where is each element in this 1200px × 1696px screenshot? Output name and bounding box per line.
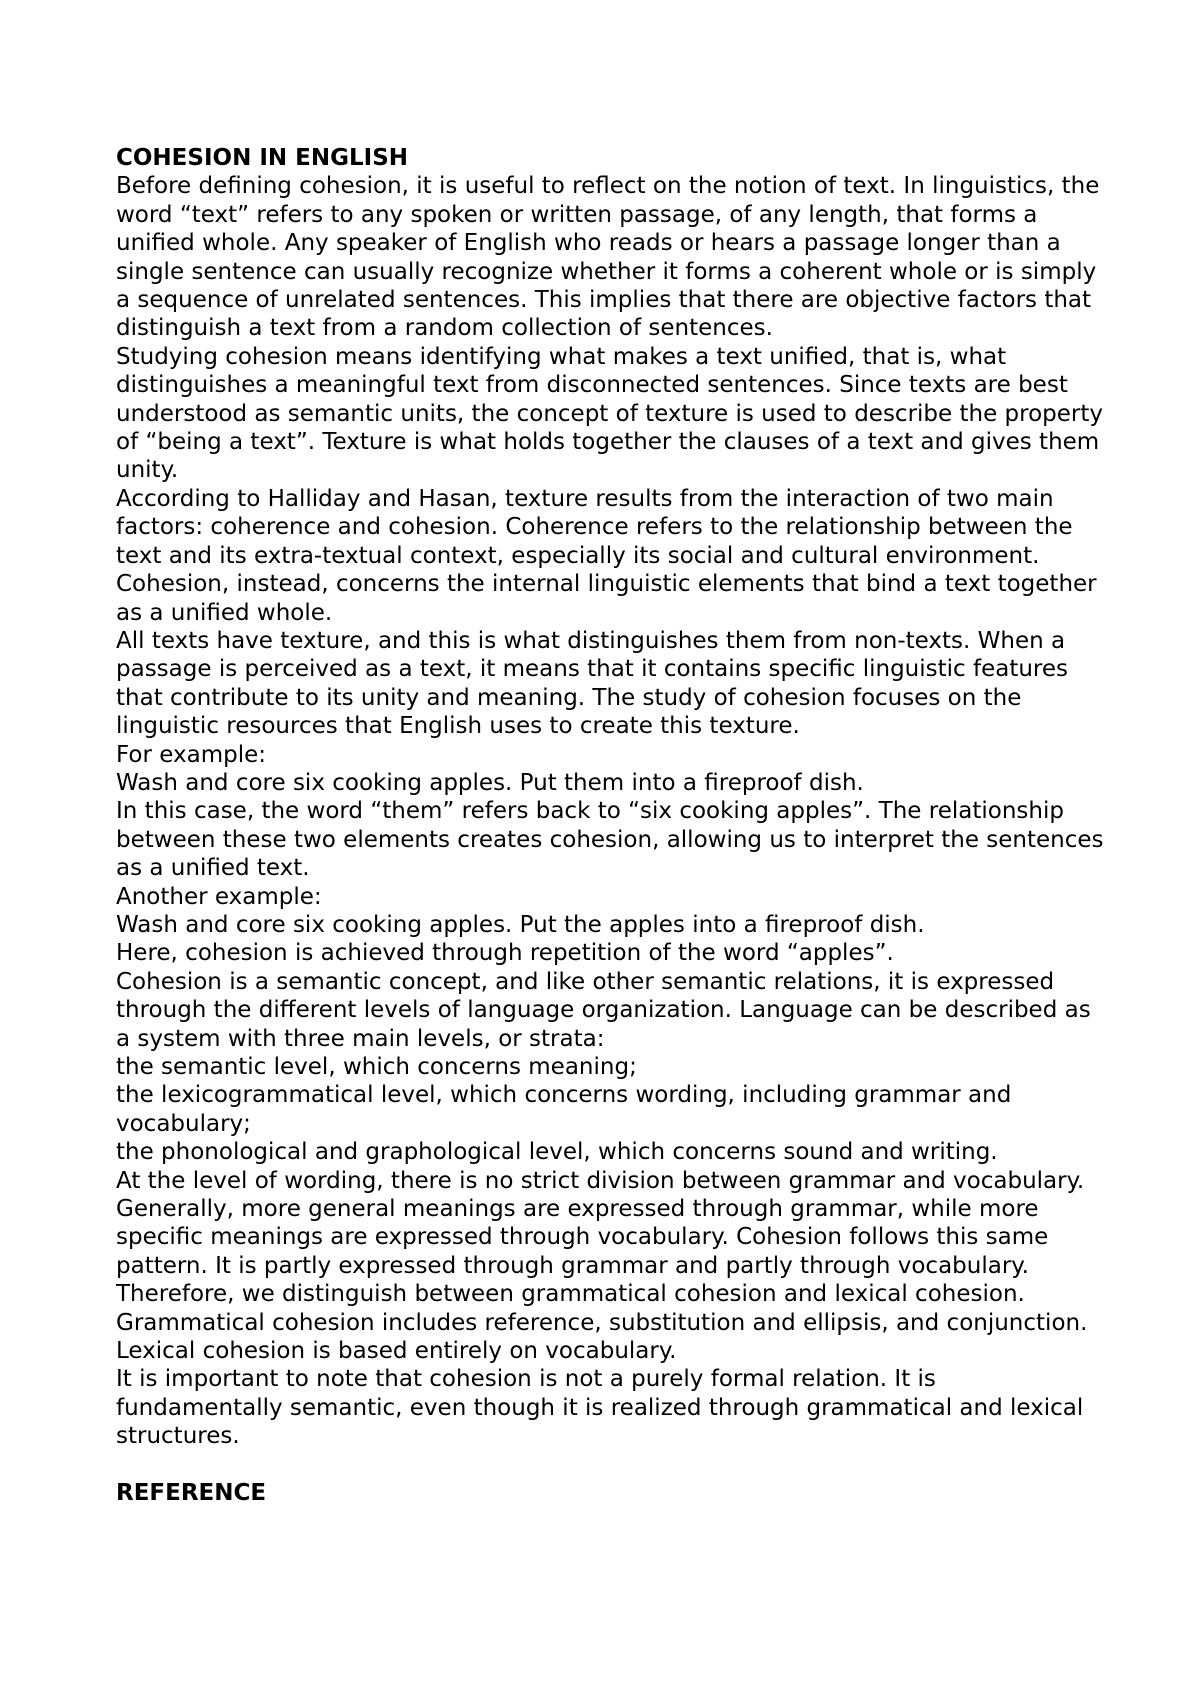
list-item: the semantic level, which concerns meaning; bbox=[116, 1054, 637, 1080]
example-sentence: Wash and core six cooking apples. Put the apples into a fireproof dish. bbox=[116, 911, 925, 938]
paragraph: Here, cohesion is achieved through repetition of the word “apples”. bbox=[116, 940, 894, 967]
list-item: the phonological and graphological level, which concerns sound and writing. bbox=[116, 1139, 998, 1166]
paragraph: Another example: bbox=[116, 883, 322, 910]
paragraph: For example: bbox=[116, 741, 266, 768]
list-item: the lexicogrammatical level, which concerns wording, including grammar and vocabulary; bbox=[116, 1082, 1012, 1137]
document-body bbox=[116, 144, 1106, 1507]
blank-line bbox=[116, 1451, 1106, 1479]
paragraph: It is important to note that cohesion is not a purely formal relation. It is fundamentally semantic, even though it is realized through grammatical and lexical structures. bbox=[116, 1366, 1084, 1450]
paragraph: In this case, the word “them” refers back to “six cooking apples”. The relationship between these two elements creates cohesion, allowing us to interpret the sentences as a unified text. bbox=[116, 798, 1104, 882]
paragraph: Cohesion is a semantic concept, and like other semantic relations, it is expressed through the different levels of language organization. Language can be described as a system with three main levels, or strata: bbox=[116, 968, 1091, 1052]
section-subheading: REFERENCE bbox=[116, 1480, 267, 1507]
example-sentence: Wash and core six cooking apples. Put them into a fireproof dish. bbox=[116, 769, 864, 796]
paragraph: At the level of wording, there is no strict division between grammar and vocabulary. Generally, more general meanings are expressed through grammar, while more specific meanings are expressed through vocabulary. Cohesion follows this same pattern. It is partly expressed through grammar and partly through vocabulary. Therefore, we distinguish between grammatical cohesion and lexical cohesion. Grammatical cohesion includes reference, substitution and ellipsis, and conjunction. Lexical cohesion is based entirely on vocabulary. bbox=[116, 1167, 1088, 1365]
paragraph: Studying cohesion means identifying what makes a text unified, that is, what distinguishes a meaningful text from disconnected sentences. Since texts are best understood as semantic units, the concept of texture is used to describe the property of “being a text”. Texture is what holds together the clauses of a text and gives them unity. bbox=[116, 343, 1103, 484]
paragraph: According to Halliday and Hasan, texture results from the interaction of two main factors: coherence and cohesion. Coherence refers to the relationship between the text and its extra-textual context, especially its social and cultural environment. Cohesion, instead, concerns the internal linguistic elements that bind a text together as a unified whole. bbox=[116, 485, 1097, 626]
section-heading: COHESION IN ENGLISH bbox=[116, 145, 409, 171]
paragraph: Before defining cohesion, it is useful to reflect on the notion of text. In linguistics, the word “text” refers to any spoken or written passage, of any length, that forms a unified whole. Any speaker of English who reads or hears a passage longer than a single sentence can usually recognize whether it forms a coherent whole or is simply a sequence of unrelated sentences. This implies that there are objective factors that distinguish a text from a random collection of sentences. bbox=[116, 173, 1100, 342]
paragraph: All texts have texture, and this is what distinguishes them from non-texts. When a passage is perceived as a text, it means that it contains specific linguistic features that contribute to its unity and meaning. The study of cohesion focuses on the linguistic resources that English uses to create this texture. bbox=[116, 627, 1069, 740]
